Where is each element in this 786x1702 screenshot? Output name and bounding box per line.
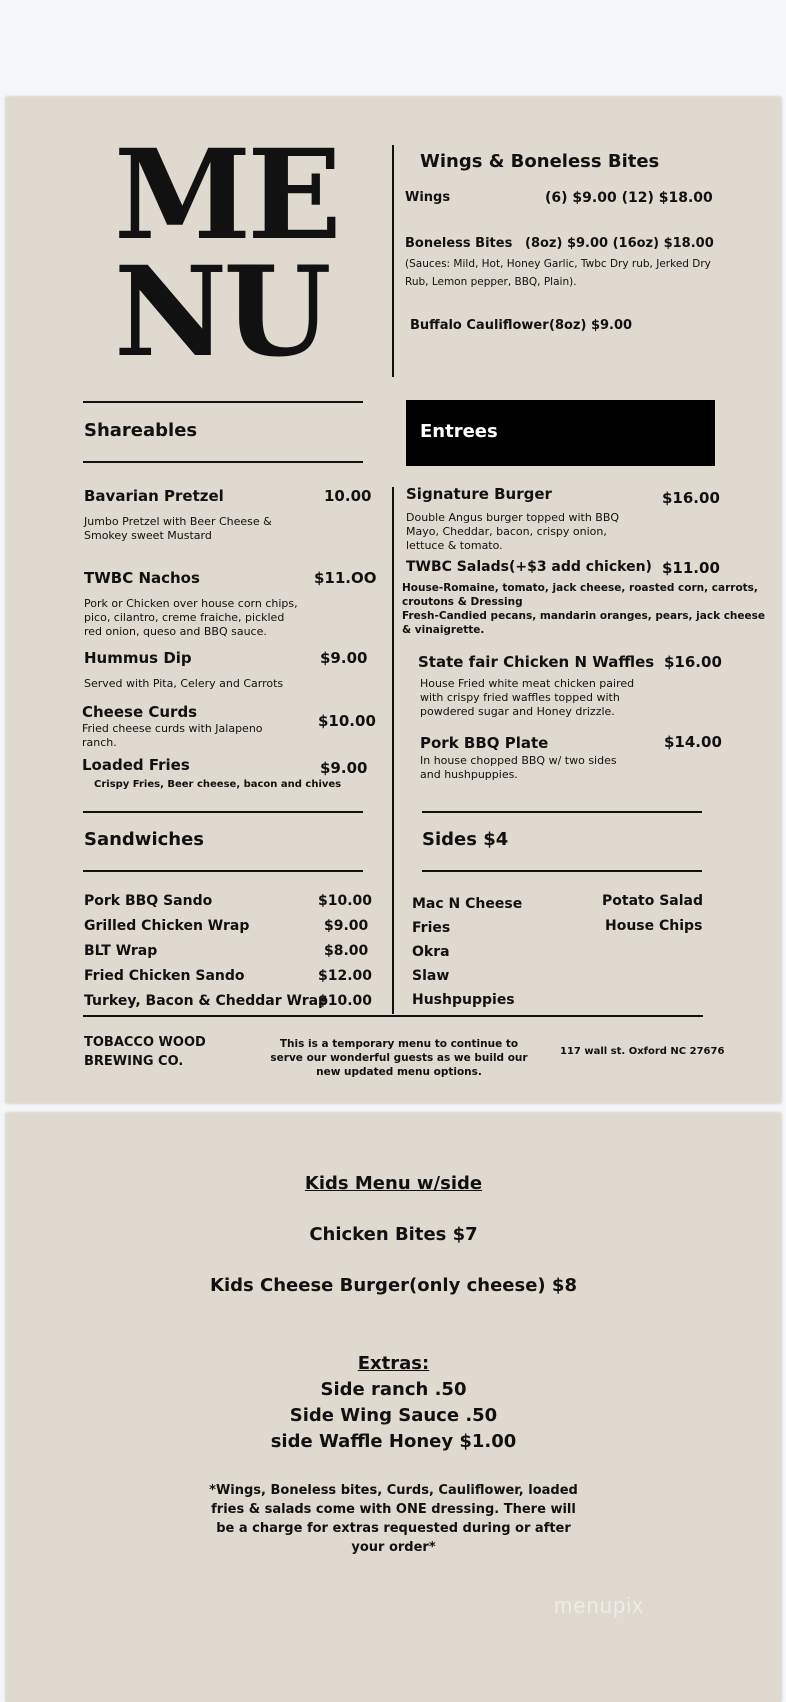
item-desc: red onion, queso and BBQ sauce. [84, 625, 267, 638]
item-price: $11.00 [662, 559, 720, 577]
note-line: serve our wonderful guests as we build our [270, 1052, 528, 1064]
note-line: new updated menu options. [316, 1066, 482, 1078]
side-item: Potato Salad [602, 893, 704, 909]
footer-rule [83, 1015, 703, 1017]
side-item: Okra [412, 944, 450, 960]
sandwiches-title: Sandwiches [84, 829, 205, 850]
sandwiches-bottom-rule [83, 870, 363, 872]
address: 117 wall st. Oxford NC 27676 [560, 1046, 725, 1057]
item-price: $14.00 [664, 733, 722, 751]
item-name: Turkey, Bacon & Cheddar Wrap [84, 993, 329, 1009]
note-line: *Wings, Boneless bites, Curds, Cauliflower, loaded [209, 1483, 578, 1498]
side-item: Slaw [412, 968, 450, 984]
side-item: Hushpuppies [412, 992, 515, 1008]
item-name: Loaded Fries [82, 756, 190, 774]
item-name: Pork BBQ Plate [420, 734, 549, 752]
top-divider [392, 145, 394, 377]
item-desc: Smokey sweet Mustard [84, 529, 212, 542]
item-desc: with crispy fried waffles topped with [420, 691, 620, 704]
shareables-bottom-rule [83, 461, 363, 463]
item-desc: In house chopped BBQ w/ two sides [420, 754, 617, 767]
item-desc: pico, cilantro, creme fraiche, pickled [84, 611, 285, 624]
boneless-label: Boneless Bites [405, 236, 513, 251]
item-desc: Mayo, Cheddar, bacon, crispy onion, [406, 525, 607, 538]
menu-logo-line-2: NU [114, 240, 328, 385]
menu-page-1 [6, 97, 781, 1103]
shareables-title: Shareables [84, 420, 198, 441]
sauces-line-1: (Sauces: Mild, Hot, Honey Garlic, Twbc Dry rub, Jerked Dry [405, 258, 711, 270]
kids-menu-title: Kids Menu w/side [304, 1173, 483, 1194]
item-desc: Fresh-Candied pecans, mandarin oranges, pears, jack cheese [402, 610, 766, 622]
item-price: $10.00 [318, 712, 376, 730]
item-desc: powdered sugar and Honey drizzle. [420, 705, 615, 718]
item-price: $9.00 [320, 759, 368, 777]
brand-line-1: TOBACCO WOOD [84, 1035, 206, 1050]
item-desc: Crispy Fries, Beer cheese, bacon and chives [94, 779, 342, 790]
extras-item: Side Wing Sauce .50 [289, 1405, 498, 1426]
item-desc: & vinaigrette. [402, 624, 485, 636]
item-desc: House Fried white meat chicken paired [420, 677, 635, 690]
item-name: Pork BBQ Sando [84, 893, 213, 909]
side-item: Mac N Cheese [412, 896, 523, 912]
item-price: $9.00 [324, 918, 369, 934]
item-desc: Served with Pita, Celery and Carrots [84, 677, 284, 690]
item-name: Cheese Curds [82, 703, 198, 721]
item-name: State fair Chicken N Waffles [418, 653, 655, 671]
sides-top-rule [422, 811, 702, 813]
item-desc: Pork or Chicken over house corn chips, [84, 597, 298, 610]
item-price: $11.OO [314, 569, 377, 587]
item-name: TWBC Nachos [84, 569, 200, 587]
menu-page-2 [6, 1113, 781, 1702]
note-line: fries & salads come with ONE dressing. There will [211, 1502, 576, 1517]
item-name: Bavarian Pretzel [84, 487, 224, 505]
sides-title: Sides $4 [422, 829, 509, 850]
item-price: $10.00 [318, 993, 373, 1009]
brand-line-2: BREWING CO. [84, 1054, 184, 1069]
menupix-watermark: menupix [554, 1593, 645, 1618]
item-price: $16.00 [662, 489, 720, 507]
sides-bottom-rule [422, 870, 702, 872]
extras-title: Extras: [357, 1353, 430, 1374]
note-line: This is a temporary menu to continue to [279, 1038, 519, 1050]
item-price: $9.00 [320, 649, 368, 667]
wings-label: Wings [405, 190, 451, 205]
side-item: House Chips [605, 918, 703, 934]
item-desc: croutons & Dressing [402, 596, 523, 608]
item-price: $16.00 [664, 653, 722, 671]
sandwiches-top-rule [83, 811, 363, 813]
kids-item: Kids Cheese Burger(only cheese) $8 [210, 1275, 577, 1296]
dressing-note [6, 1481, 781, 1557]
item-price: $8.00 [324, 943, 369, 959]
item-desc: Jumbo Pretzel with Beer Cheese & [84, 515, 272, 528]
item-desc: and hushpuppies. [420, 768, 518, 781]
note-line: be a charge for extras requested during or after [216, 1521, 571, 1536]
wings-section-title: Wings & Boneless Bites [420, 151, 660, 172]
middle-divider [392, 487, 394, 1014]
side-item: Fries [412, 920, 451, 936]
note-line: your order* [351, 1540, 436, 1555]
item-price: $10.00 [318, 893, 373, 909]
item-name: Fried Chicken Sando [84, 968, 245, 984]
extras-item: Side ranch .50 [320, 1379, 467, 1400]
item-desc: ranch. [82, 736, 117, 749]
shareables-top-rule [83, 401, 363, 403]
item-desc: Double Angus burger topped with BBQ [406, 511, 620, 524]
item-desc: House-Romaine, tomato, jack cheese, roasted corn, carrots, [402, 582, 758, 594]
cauliflower-label: Buffalo Cauliflower [410, 318, 549, 333]
item-name: Signature Burger [406, 485, 552, 503]
extras-item: side Waffle Honey $1.00 [270, 1431, 517, 1452]
entrees-header-block [406, 400, 715, 466]
temporary-menu-note [242, 1037, 556, 1079]
sauces-line-2: Rub, Lemon pepper, BBQ, Plain). [405, 276, 577, 288]
menu-logo-line-1: ME [114, 123, 338, 268]
item-name: Grilled Chicken Wrap [84, 918, 250, 934]
item-desc: lettuce & tomato. [406, 539, 503, 552]
item-name: Hummus Dip [84, 649, 192, 667]
kids-item: Chicken Bites $7 [309, 1224, 478, 1245]
wings-prices: (6) $9.00 (12) $18.00 [545, 190, 713, 206]
item-price: 10.00 [324, 487, 372, 505]
cauliflower-price: (8oz) $9.00 [549, 318, 633, 333]
item-price: $12.00 [318, 968, 373, 984]
item-name: TWBC Salads(+$3 add chicken) [406, 559, 652, 575]
entrees-title: Entrees [420, 421, 498, 442]
boneless-prices: (8oz) $9.00 (16oz) $18.00 [525, 236, 714, 251]
item-name: BLT Wrap [84, 943, 158, 959]
item-desc: Fried cheese curds with Jalapeno [82, 722, 263, 735]
